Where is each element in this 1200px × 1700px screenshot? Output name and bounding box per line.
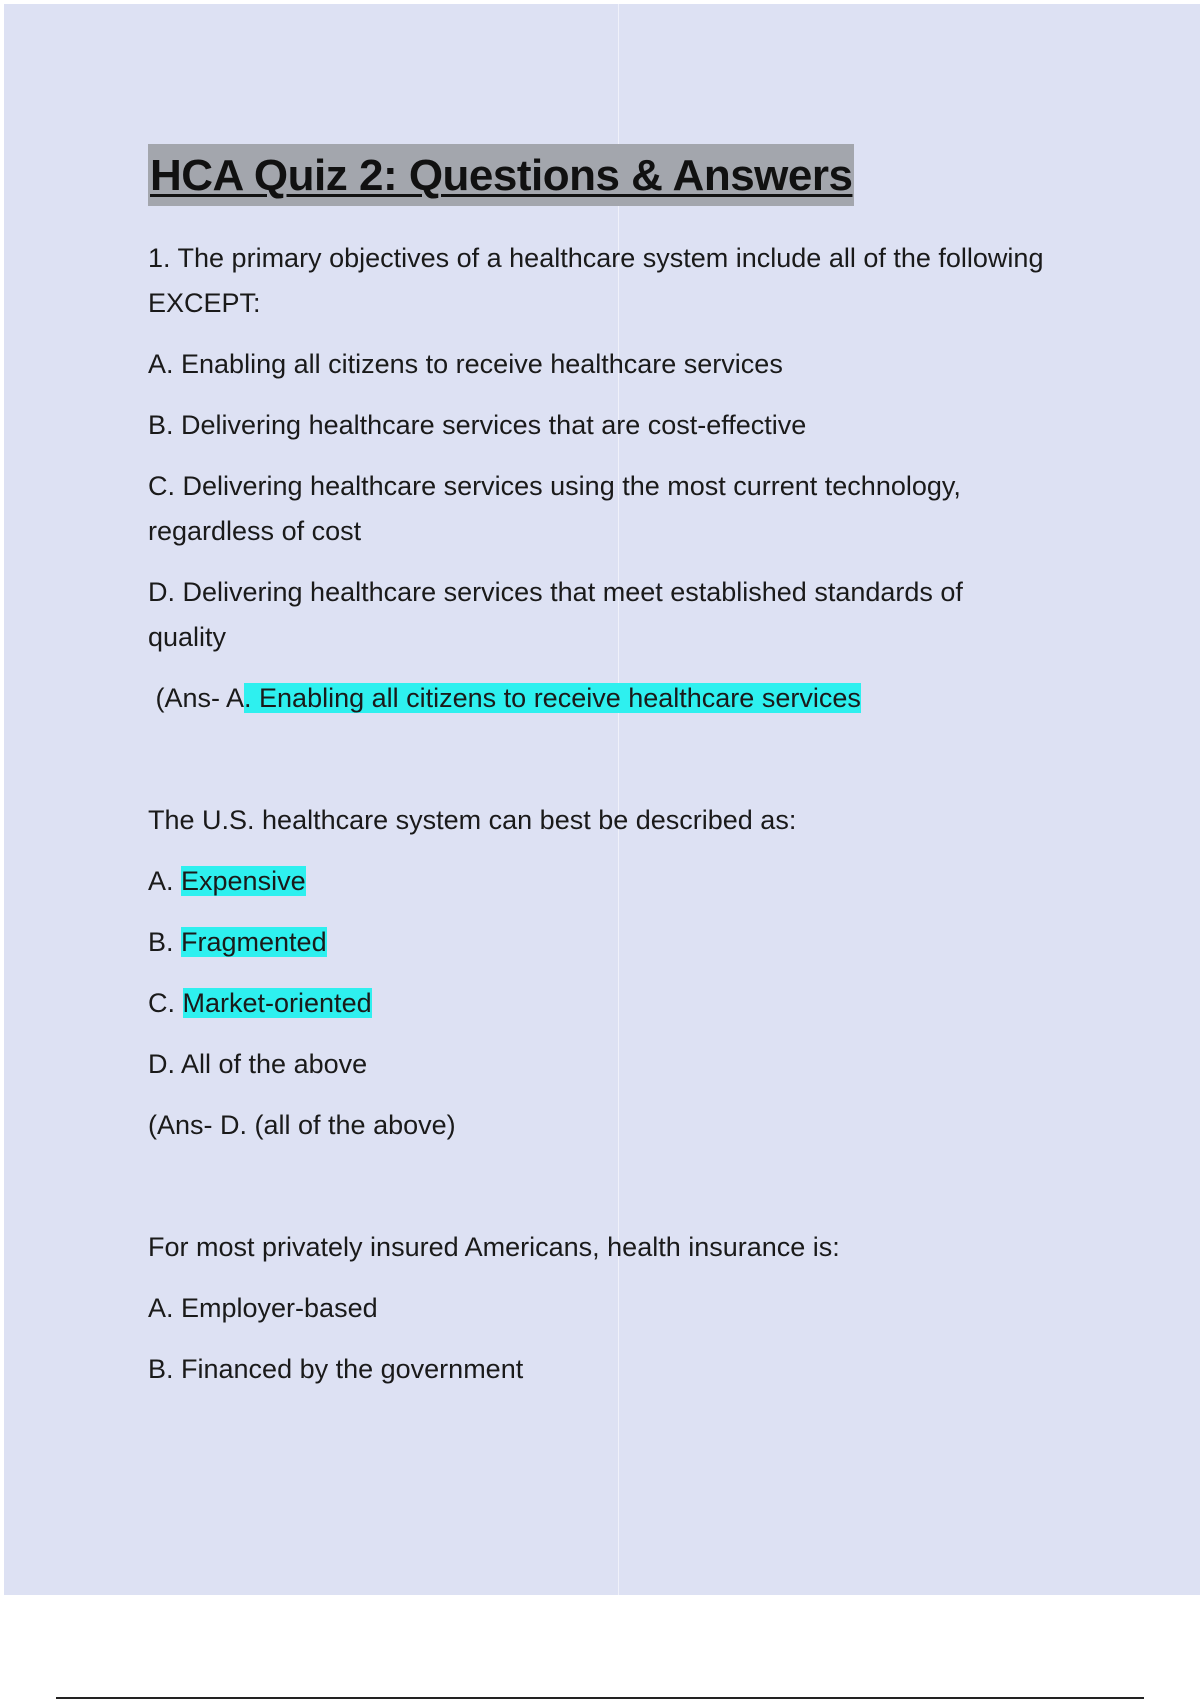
footer-rule bbox=[56, 1697, 1144, 1699]
spacer bbox=[148, 737, 1048, 798]
question-2-option-b-text: Fragmented bbox=[181, 927, 327, 957]
question-2-option-a-prefix: A. bbox=[148, 866, 182, 896]
question-1-option-b: B. Delivering healthcare services that are cost-effective bbox=[148, 410, 807, 440]
page-title: HCA Quiz 2: Questions & Answers bbox=[148, 144, 854, 206]
question-1-option-a: A. Enabling all citizens to receive healthcare services bbox=[148, 349, 783, 379]
document-content bbox=[148, 144, 1048, 1408]
title-wrap bbox=[148, 144, 1048, 208]
question-3-stem: For most privately insured Americans, health insurance is: bbox=[148, 1232, 840, 1262]
question-2-option-c-prefix: C. bbox=[148, 988, 183, 1018]
question-2-option-a bbox=[148, 859, 1048, 904]
question-1-option-d: D. Delivering healthcare services that meet established standards of quality bbox=[148, 577, 963, 652]
question-2-option-d: D. All of the above bbox=[148, 1049, 368, 1079]
question-1-stem: 1. The primary objectives of a healthcare system include all of the following EXCEPT: bbox=[148, 243, 1044, 318]
question-3-option-a: A. Employer-based bbox=[148, 1293, 378, 1323]
question-1-answer bbox=[148, 676, 1048, 721]
question-2-option-b bbox=[148, 920, 1048, 965]
question-3-option-b: B. Financed by the government bbox=[148, 1354, 524, 1384]
question-2-option-a-text: Expensive bbox=[181, 866, 306, 896]
question-2-option-b-prefix: B. bbox=[148, 927, 182, 957]
document-page bbox=[4, 4, 1200, 1595]
question-2-option-c bbox=[148, 981, 1048, 1026]
question-1-answer-prefix: (Ans- A bbox=[148, 683, 245, 713]
question-2-answer: (Ans- D. (all of the above) bbox=[148, 1110, 456, 1140]
question-1-option-c: C. Delivering healthcare services using the most current technology, regardless of cost bbox=[148, 471, 961, 546]
question-1-answer-highlight: . Enabling all citizens to receive healthcare services bbox=[244, 683, 861, 713]
question-2-stem: The U.S. healthcare system can best be described as: bbox=[148, 805, 797, 835]
question-2-option-c-text: Market-oriented bbox=[182, 988, 372, 1018]
spacer bbox=[148, 1164, 1048, 1225]
